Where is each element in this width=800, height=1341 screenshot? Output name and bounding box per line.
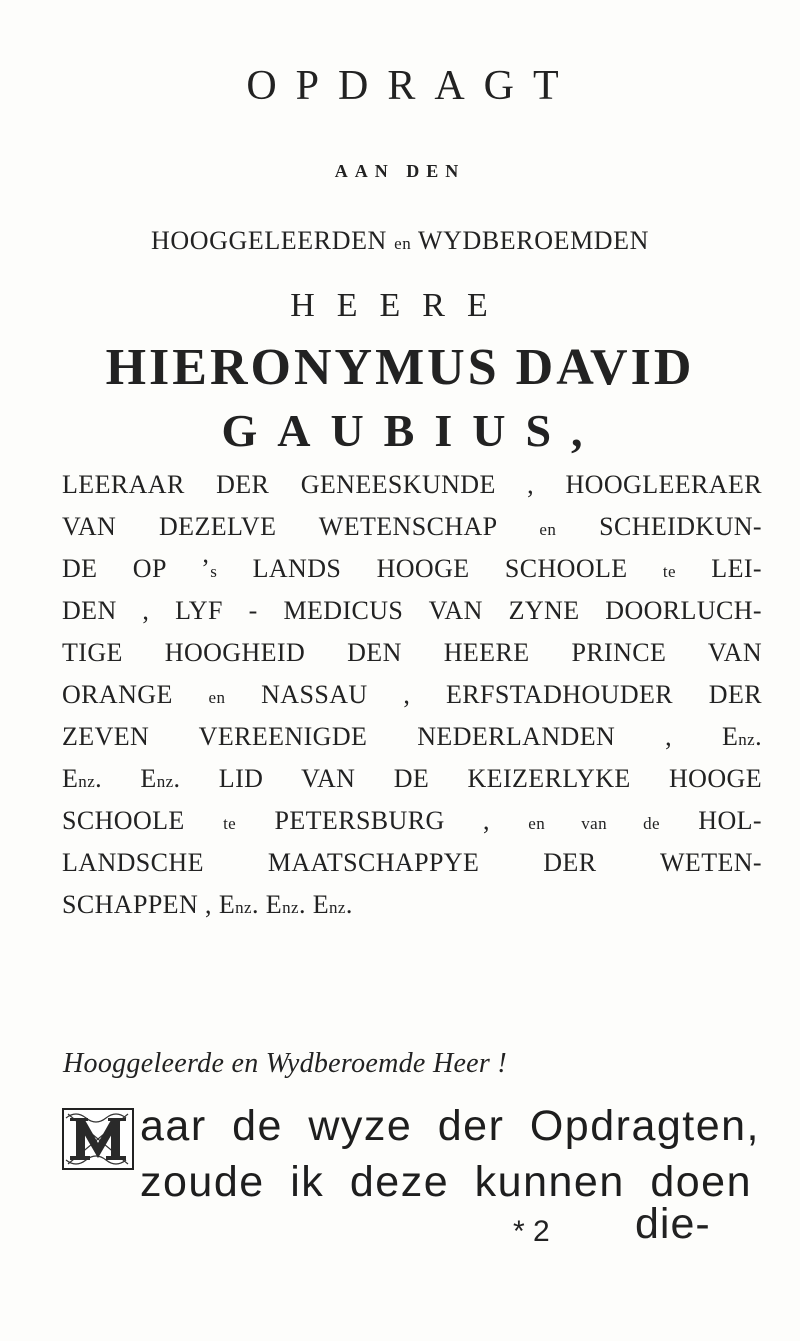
- titles-line-8: Enz. Enz. LID VAN DE KEIZERLYKE HOOGE: [62, 764, 762, 793]
- opening-line-1: aar de wyze der Opdragten,: [140, 1102, 760, 1150]
- page-title: OPDRAGT: [246, 63, 578, 109]
- addressee-line: [0, 226, 800, 256]
- titles-line-4: DEN , LYF - MEDICUS VAN ZYNE DOORLUCH-: [62, 596, 762, 625]
- titles-line-6: ORANGE en NASSAU , ERFSTADHOUDER DER: [62, 680, 762, 709]
- titles-line-7: ZEVEN VEREENIGDE NEDERLANDEN , Enz.: [62, 722, 762, 751]
- salutation: Hooggeleerde en Wydberoemde Heer !: [63, 1048, 508, 1079]
- signature-mark: * 2: [513, 1215, 550, 1248]
- titles-line-9: SCHOOLE te PETERSBURG , en van de HOL-: [62, 806, 762, 835]
- dedicatee-first-names: HIERONYMUS DAVID: [105, 339, 695, 396]
- addressee-conjunction: en: [394, 234, 412, 253]
- titles-line-11: SCHAPPEN , Enz. Enz. Enz.: [62, 890, 353, 919]
- heere-heading: HEERE: [290, 287, 510, 324]
- titles-line-1: LEERAAR DER GENEESKUNDE , HOOGLEERAER: [62, 470, 762, 499]
- addressee-word-1: HOOGGELEERDEN: [150, 226, 387, 255]
- titles-line-5: TIGE HOOGHEID DEN HEERE PRINCE VAN: [62, 638, 762, 667]
- aan-den-heading: AAN DEN: [334, 161, 466, 181]
- catchword: die-: [635, 1200, 711, 1248]
- addressee-word-2: WYDBEROEMDEN: [417, 226, 650, 255]
- dedicatee-surname: GAUBIUS,: [221, 405, 603, 456]
- titles-line-2: VAN DEZELVE WETENSCHAP en SCHEIDKUN-: [62, 512, 762, 541]
- opening-line-2: zoude ik deze kunnen doen: [140, 1158, 752, 1206]
- titles-line-3: DE OP ’s LANDS HOOGE SCHOOLE te LEI-: [62, 554, 762, 583]
- decorated-initial-icon: [62, 1108, 134, 1170]
- titles-line-10: LANDSCHE MAATSCHAPPYE DER WETEN-: [62, 848, 762, 877]
